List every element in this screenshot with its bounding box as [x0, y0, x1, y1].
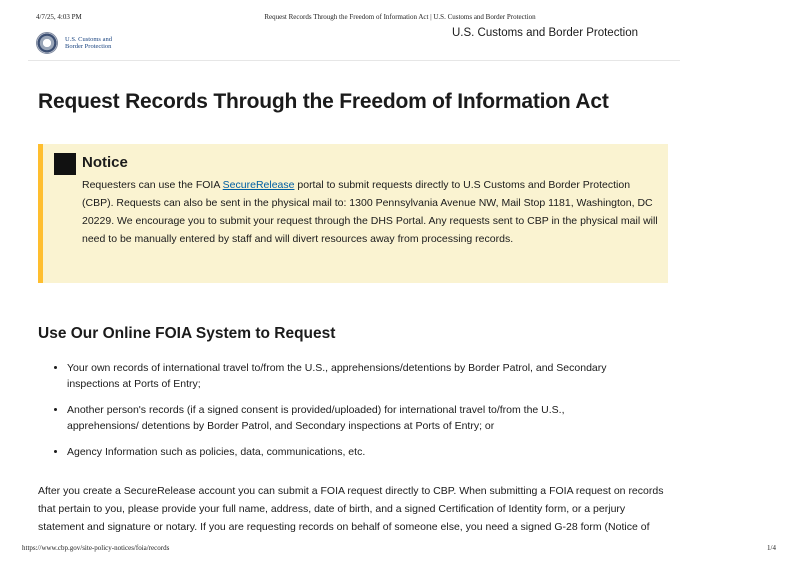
- request-types-list: [52, 360, 607, 470]
- notice-body: [82, 176, 662, 248]
- notice-box: [38, 144, 668, 283]
- print-page-number: 1/4: [767, 544, 776, 552]
- notice-text-start: Requesters can use the FOIA: [82, 179, 223, 191]
- list-item: • Agency Information such as policies, data, communications, etc.: [67, 444, 607, 460]
- secure-release-link[interactable]: SecureRelease: [222, 179, 295, 191]
- page-title: Request Records Through the Freedom of Information Act: [38, 90, 609, 113]
- section-heading: Use Our Online FOIA System to Request: [38, 325, 336, 342]
- print-date: 4/7/25, 4:03 PM: [36, 13, 82, 21]
- logo-line-2: Border Protection: [65, 43, 112, 50]
- print-url: https://www.cbp.gov/site-policy-notices/foia/records: [22, 544, 170, 552]
- print-page-title: Request Records Through the Freedom of Information Act | U.S. Customs and Border Protection: [264, 13, 536, 21]
- logo-line-1: U.S. Customs and: [65, 36, 112, 43]
- list-item: • Your own records of international travel to/from the U.S., apprehensions/detentions by Border Patrol, and Secondary inspections at Ports of Entry;: [67, 360, 607, 392]
- logo-text[interactable]: [65, 36, 112, 50]
- site-header: [28, 27, 680, 61]
- notice-title: Notice: [82, 154, 128, 171]
- instructions-paragraph: After you create a SecureRelease account you can submit a FOIA request directly to CBP. When submitting a FOIA request on records that pertain to you, please provide your full name, address, date of birth, and a signed Certification of Identity form, or a perjury statement and signature or notary. If you are requesting records on behalf of someone else, you need a signed G-28 form (Notice of: [38, 485, 664, 532]
- notice-text-end: portal to submit requests directly to U.S Customs and Border Protection (CBP). Requests can also be sent in the physical mail to: 1300 Pennsylvania Avenue NW, Mail Stop 1181, Washington, DC 20229. We encourage you to submit your request through the DHS Portal. Any requests sent to CBP in the physical mail will need to be manually entered by staff and will divert resources away from processing records.: [82, 179, 658, 245]
- notice-icon: [54, 153, 76, 175]
- print-header: [0, 13, 800, 25]
- list-item: • Another person's records (if a signed consent is provided/uploaded) for international travel to/from the U.S., apprehensions/ detentions by Border Patrol, and Secondary inspections at Ports of Entry; or: [67, 402, 607, 434]
- site-name: U.S. Customs and Border Protection: [452, 27, 638, 39]
- cbp-seal-icon[interactable]: [36, 32, 58, 54]
